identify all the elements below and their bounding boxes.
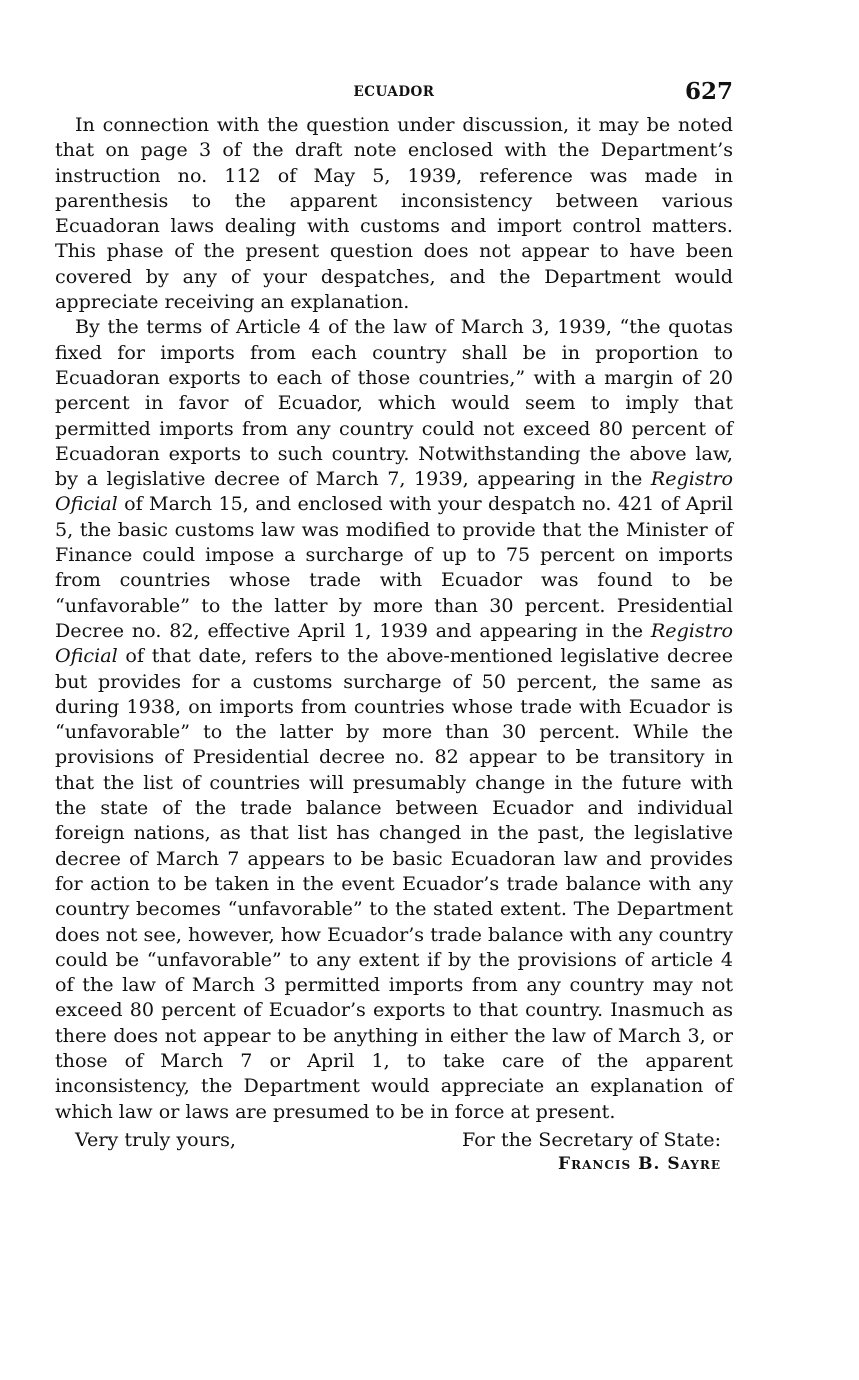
signer-role: For the Secretary of State: — [462, 1127, 721, 1151]
running-header — [55, 78, 733, 112]
signer-name: Francis B. Sayre — [558, 1154, 721, 1175]
page-number: 627 — [684, 78, 733, 105]
body-paragraph: In connection with the question under discussion, it may be noted that on page 3 of the draft note enclosed with the Department’s instruction no. 112 of May 5, 1939, reference was made in parenthesis to the apparent inconsistency between various Ecuadoran laws dealing with customs and import control matters. This phase of the present question does not appear to have been covered by any of your despatches, and the Department would appreciate receiving an explanation. — [55, 113, 733, 314]
paragraph-text: of that date, refers to the above-mentioned legislative decree but provides for a customs surcharge of 50 percent, the same as during 1938, on imports from countries whose trade with Ecuador is “unfavorable” to the latter by more than 30 percent. While the provisions of Presidential decree no. 82 appear to be transitory in that the list of countries will presumably change in the future with the state of the trade balance between Ecuador and individual foreign nations, as that list has changed in the past, the legislative decree of March 7 appears to be basic Ecuadoran law and provides for action to be taken in the event Ecuador’s trade balance with any country becomes “unfavorable” to the stated extent. The Department does not see, however, how Ecuador’s trade balance with any country could be “unfavorable” to any extent if by the provisions of article 4 of the law of March 3 permitted imports from any country may not exceed 80 percent of Ecuador’s exports to that country. Inasmuch as there does not appear to be anything in either the law of March 3, or those of March 7 or April 1, to take care of the apparent inconsistency, the Department would appreciate an explanation of which law or laws are presumed to be in force at present. — [55, 644, 733, 1123]
publication-title: Registro Oficial — [55, 618, 733, 668]
letter-closing — [55, 1127, 733, 1179]
body-paragraph — [55, 314, 733, 1124]
publication-title: Registro Oficial — [55, 467, 733, 516]
valediction: Very truly yours, — [75, 1127, 236, 1151]
paragraph-text: of March 15, and enclosed with your despatch no. 421 of April 5, the basic customs law was modified to provide that the Minister of Finance could impose a surcharge of up to 75 percent on imports from countries whose trade with Ecuador was found to be “unfavorable” to the latter by more than 30 percent. Presidential Decree no. 82, effective April 1, 1939 and appearing in the — [55, 492, 733, 642]
paragraph-text: By the terms of Article 4 of the law of March 3, 1939, “the quotas fixed for imports from each country shall be in proportion to Ecuadoran exports to each of those countries,” with a margin of 20 percent in favor of Ecuador, which would seem to imply that permitted imports from any country could not exceed 80 percent of Ecuadoran exports to such country. Notwithstanding the above law, by a legislative decree of March 7, 1939, appearing in the — [55, 315, 733, 491]
running-title: ECUADOR — [353, 84, 435, 100]
signature-block — [462, 1127, 721, 1178]
document-page — [55, 78, 733, 1179]
